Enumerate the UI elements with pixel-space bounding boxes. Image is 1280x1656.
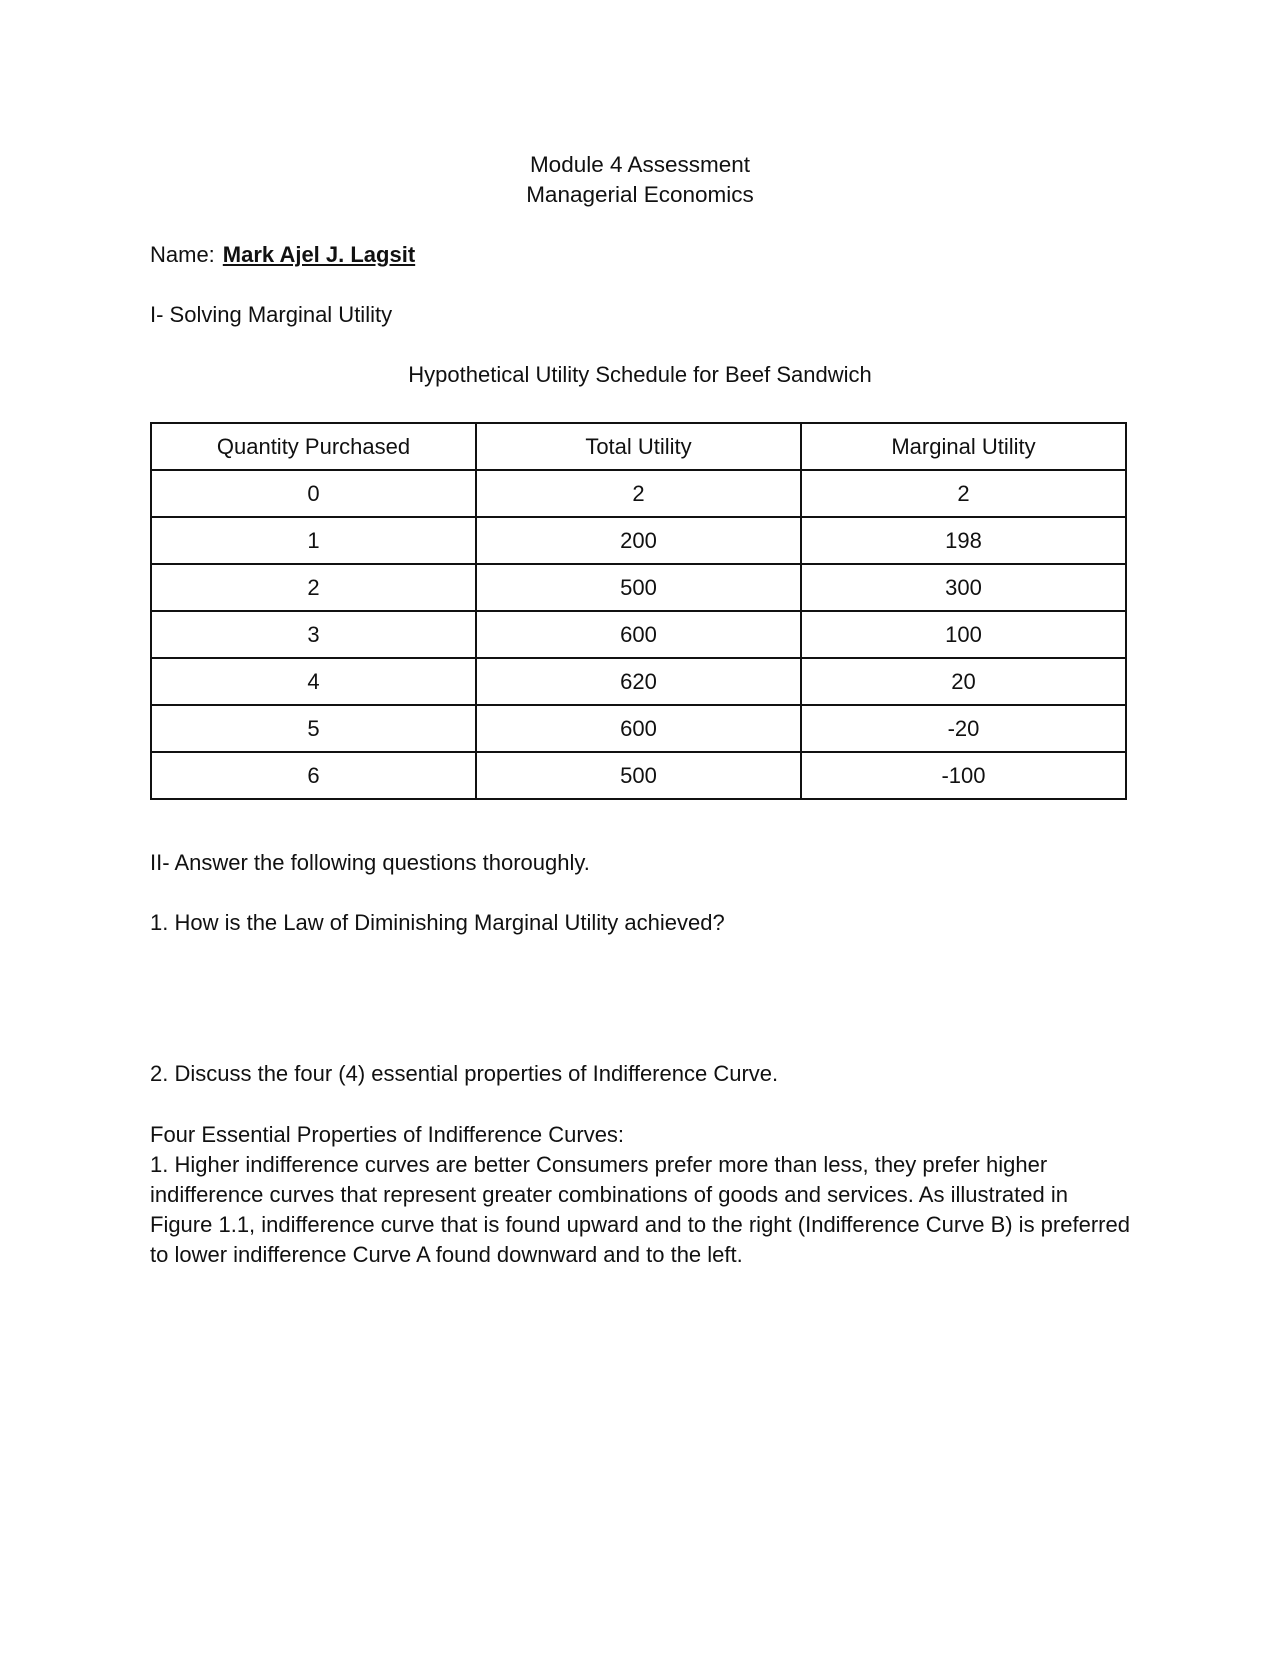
table-row	[151, 564, 1126, 611]
question-two: 2. Discuss the four (4) essential properties of Indifference Curve.	[150, 1061, 779, 1086]
section-one-heading: I- Solving Marginal Utility	[150, 302, 393, 327]
cell-quantity: 1	[151, 517, 476, 564]
cell-quantity: 6	[151, 752, 476, 799]
cell-total-utility: 200	[476, 517, 801, 564]
cell-quantity: 5	[151, 705, 476, 752]
cell-marginal-utility: 100	[801, 611, 1126, 658]
header-total-utility: Total Utility	[476, 423, 801, 470]
utility-schedule-table	[150, 422, 1127, 800]
table-row	[151, 752, 1126, 799]
cell-quantity: 0	[151, 470, 476, 517]
header-quantity: Quantity Purchased	[151, 423, 476, 470]
cell-marginal-utility: -100	[801, 752, 1126, 799]
header-marginal-utility: Marginal Utility	[801, 423, 1126, 470]
cell-total-utility: 620	[476, 658, 801, 705]
table-row	[151, 705, 1126, 752]
cell-total-utility: 500	[476, 752, 801, 799]
table-row	[151, 517, 1126, 564]
cell-quantity: 4	[151, 658, 476, 705]
table-row	[151, 470, 1126, 517]
student-name: Mark Ajel J. Lagsit	[222, 242, 416, 267]
table-row	[151, 658, 1126, 705]
name-line	[150, 240, 415, 270]
answer-title: Four Essential Properties of Indifference Curves:	[150, 1122, 625, 1147]
name-label: Name:	[150, 242, 215, 267]
cell-marginal-utility: 2	[801, 470, 1126, 517]
cell-marginal-utility: 20	[801, 658, 1126, 705]
section-two-heading: II- Answer the following questions thoroughly.	[150, 850, 590, 875]
cell-total-utility: 600	[476, 705, 801, 752]
cell-total-utility: 600	[476, 611, 801, 658]
cell-total-utility: 500	[476, 564, 801, 611]
answer-block	[150, 1120, 1130, 1270]
document-subtitle: Managerial Economics	[526, 182, 754, 207]
table-caption: Hypothetical Utility Schedule for Beef Sandwich	[408, 362, 872, 387]
cell-marginal-utility: 300	[801, 564, 1126, 611]
document-title: Module 4 Assessment	[529, 152, 751, 177]
cell-quantity: 3	[151, 611, 476, 658]
cell-total-utility: 2	[476, 470, 801, 517]
cell-marginal-utility: 198	[801, 517, 1126, 564]
answer-body: 1. Higher indifference curves are better Consumers prefer more than less, they prefer higher indifference curves that represent greater combinations of goods and services. As illustrated in Figure 1.1, indifference curve that is found upward and to the right (Indifference Curve B) is preferred to lower indifference Curve A found downward and to the left.	[150, 1152, 1130, 1267]
question-one: 1. How is the Law of Diminishing Marginal Utility achieved?	[150, 910, 725, 935]
cell-quantity: 2	[151, 564, 476, 611]
title-block	[0, 150, 1280, 210]
table-header-row	[151, 423, 1126, 470]
cell-marginal-utility: -20	[801, 705, 1126, 752]
table-row	[151, 611, 1126, 658]
